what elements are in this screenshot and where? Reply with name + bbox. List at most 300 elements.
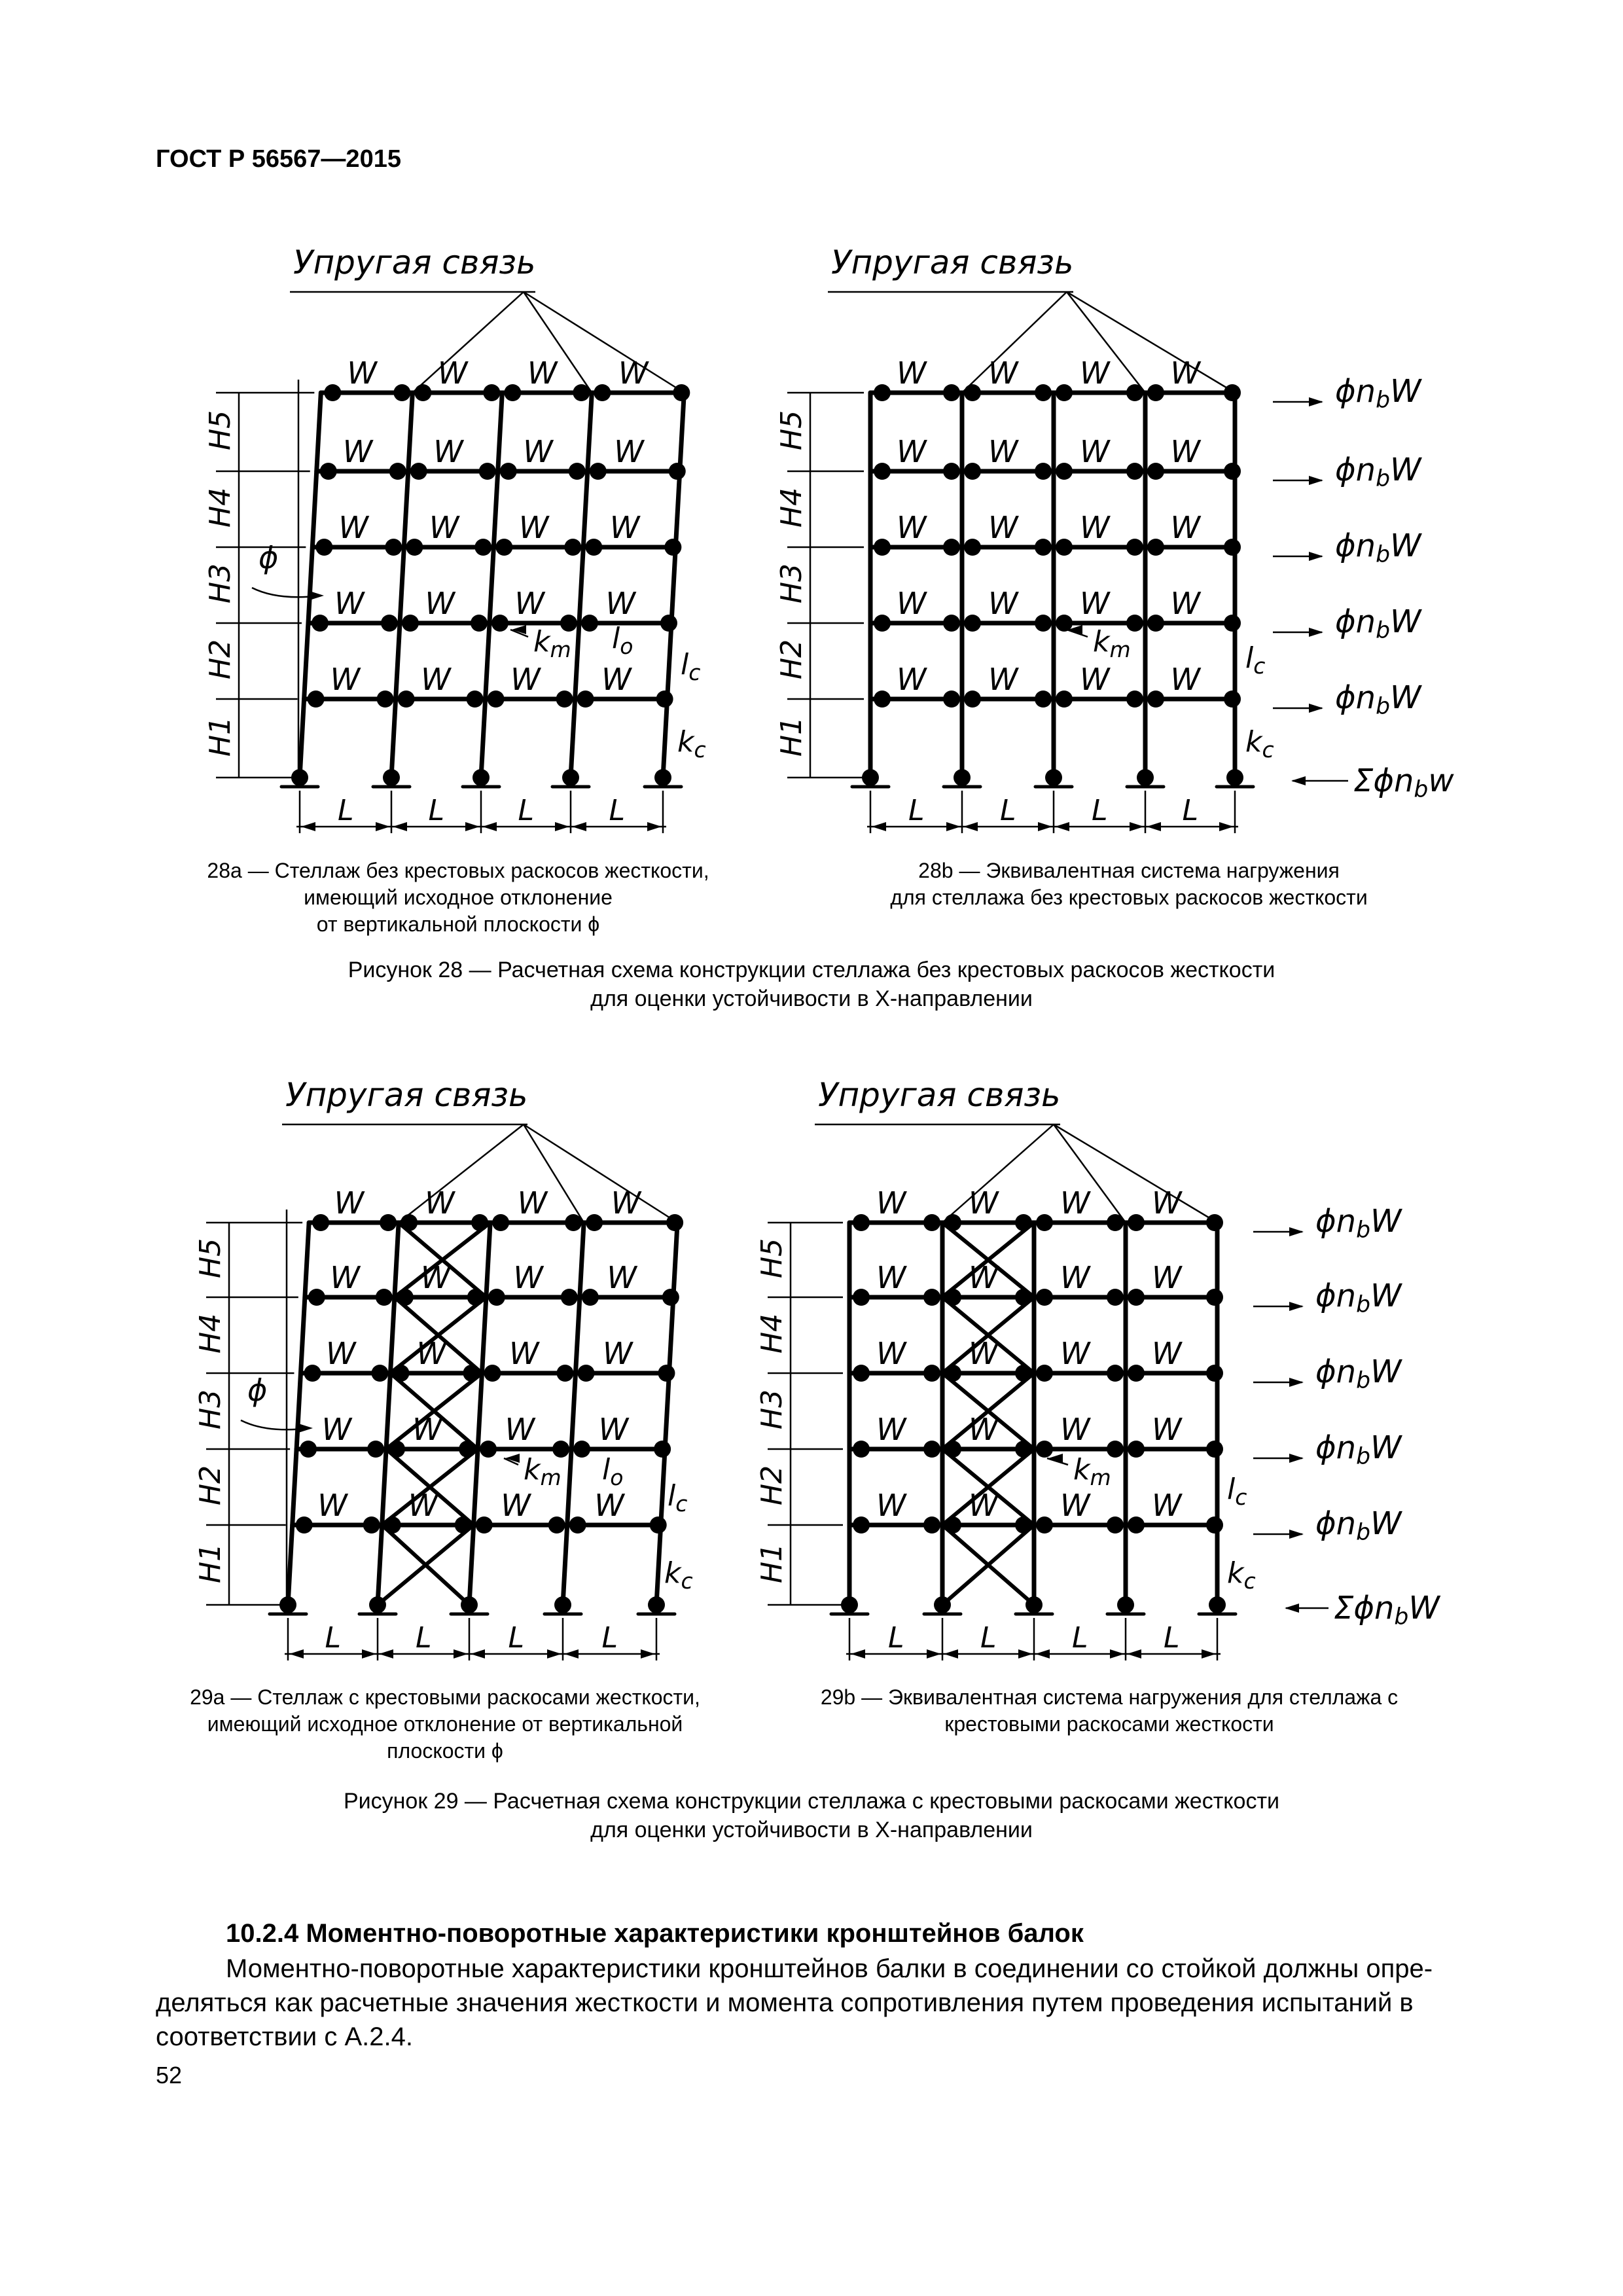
fig28b-dim-arrow	[1147, 822, 1161, 831]
fig29b-dim-arrow	[944, 1649, 958, 1659]
fig29b-load-w: W	[1152, 1336, 1182, 1371]
fig28b-node	[1147, 463, 1164, 480]
fig28b-load-w: W	[1170, 510, 1200, 545]
fig28b-node	[1224, 539, 1241, 556]
fig28b-load-w: W	[988, 434, 1018, 469]
fig28b-dim-arrow	[1130, 822, 1144, 831]
fig29b	[755, 1076, 1440, 1660]
fig28b-dim-arrow	[1038, 822, 1052, 831]
caption-28b-line2: для стеллажа без крестовых раскосов жесткости	[890, 886, 1368, 909]
fig29a-dim-arrow	[454, 1649, 468, 1659]
fig29a-load-w: W	[408, 1488, 438, 1523]
fig29a-load-w: W	[611, 1185, 641, 1221]
fig28b-force-arrow-head	[1309, 552, 1323, 561]
fig29a-node	[363, 1516, 380, 1534]
fig28a-node	[381, 615, 398, 632]
fig29b-node	[1128, 1516, 1145, 1534]
fig28a-load-w: W	[523, 434, 553, 469]
fig28a-load-w: W	[334, 586, 365, 621]
fig28b-node	[943, 384, 960, 401]
fig29a-phi-label: ϕ	[247, 1372, 268, 1408]
fig28a-dim-arrow	[301, 822, 315, 831]
caption-28a-line3: от вертикальной плоскости ϕ	[316, 912, 600, 936]
fig28a-dim-arrow	[647, 822, 662, 831]
paragraph-line3: соответствии с А.2.4.	[156, 2022, 413, 2051]
fig28a-dim-arrow	[572, 822, 586, 831]
fig29b-node	[1107, 1289, 1124, 1306]
fig28b-node	[874, 539, 891, 556]
fig28a-column-2	[391, 393, 412, 778]
fig28a-load-w: W	[433, 434, 463, 469]
fig28b-top-label: Упругая связь	[831, 243, 1074, 281]
fig29a-load-w: W	[508, 1336, 539, 1371]
fig29a-column-3	[469, 1223, 490, 1605]
fig29a	[194, 1076, 693, 1660]
fig29b-sum-force-label: ΣϕnbW	[1334, 1590, 1440, 1630]
fig29b-node	[853, 1441, 870, 1458]
fig28b-load-w: W	[897, 586, 927, 621]
fig28a-support-pin-1	[291, 769, 308, 786]
fig29a-dim-arrow	[547, 1649, 562, 1659]
fig29a-phi-arrow	[298, 1424, 313, 1433]
fig28a-node	[573, 384, 590, 401]
fig28b-span-label: L	[1182, 794, 1199, 827]
fig28a-node	[491, 615, 508, 632]
paragraph-line1: Моментно-поворотные характеристики кронштейнов балки в соединении со стойкой должны опре-	[226, 1954, 1433, 1983]
fig28a-node	[669, 463, 686, 480]
fig29b-node	[853, 1516, 870, 1534]
fig28a-height-label-H4: H4	[204, 487, 237, 528]
fig29b-node	[1206, 1214, 1223, 1231]
fig29b-node	[1015, 1441, 1032, 1458]
fig28a-kc-label: $k_c$	[677, 725, 706, 762]
fig29a-load-w: W	[416, 1336, 446, 1371]
fig29b-node	[1128, 1441, 1145, 1458]
fig28a-dim-arrow	[482, 822, 497, 831]
fig29b-load-w: W	[876, 1412, 906, 1447]
fig28a-load-w: W	[510, 662, 541, 697]
fig28a-load-w: W	[514, 586, 544, 621]
fig29b-node	[1206, 1289, 1223, 1306]
fig29b-load-w: W	[876, 1488, 906, 1523]
fig28b-node	[1224, 691, 1241, 708]
fig29a-node	[561, 1289, 578, 1306]
fig28a-load-w: W	[421, 662, 451, 697]
fig29a-node	[573, 1441, 590, 1458]
fig28b-load-w: W	[897, 662, 927, 697]
fig29a-node	[492, 1214, 509, 1231]
fig29b-height-label-H3: H3	[755, 1389, 789, 1429]
fig28b-load-w: W	[1170, 662, 1200, 697]
fig28a-height-label-H5: H5	[204, 410, 237, 450]
fig29b-span-label: L	[888, 1621, 904, 1655]
fig29b-dim-arrow	[1110, 1649, 1124, 1659]
fig29b-node	[853, 1214, 870, 1231]
fig28b-node	[1035, 539, 1052, 556]
fig28a-node	[414, 384, 431, 401]
fig28a-node	[656, 691, 673, 708]
fig29b-node	[1015, 1214, 1032, 1231]
fig29b-node	[853, 1365, 870, 1382]
fig28a-height-label-H2: H2	[204, 639, 237, 679]
fig28a-node	[556, 691, 573, 708]
fig29b-span-label: L	[980, 1621, 997, 1655]
fig28a-span-label: L	[338, 794, 354, 827]
caption-28b-line1: 28b — Эквивалентная система нагружения	[918, 859, 1340, 882]
fig29b-kc-label: $k_c$	[1227, 1556, 1256, 1594]
fig29b-load-w: W	[1152, 1185, 1182, 1221]
fig28b-load-w: W	[1170, 434, 1200, 469]
fig29a-node	[308, 1289, 325, 1306]
fig29a-node	[480, 1441, 497, 1458]
fig28b-load-w: W	[1080, 434, 1110, 469]
fig28b-node	[874, 384, 891, 401]
fig29b-force-arrow-head	[1289, 1302, 1304, 1311]
fig28a-load-w: W	[425, 586, 455, 621]
fig29b-node	[1107, 1365, 1124, 1382]
fig29a-node	[484, 1365, 501, 1382]
fig28a-node	[594, 384, 611, 401]
fig29a-node	[401, 1214, 418, 1231]
fig29b-span-label: L	[1164, 1621, 1180, 1655]
fig29a-span-label: L	[508, 1621, 525, 1655]
fig28a-height-label-H1: H1	[204, 716, 237, 757]
fig29b-load-w: W	[1060, 1412, 1090, 1447]
fig29a-dim-arrow	[471, 1649, 485, 1659]
fig28a-column-1	[300, 393, 321, 778]
fig28b-node	[1126, 539, 1143, 556]
fig29b-node	[1015, 1289, 1032, 1306]
fig29a-node	[392, 1365, 409, 1382]
fig28a-load-w: W	[614, 434, 644, 469]
fig28b-dim-arrow	[1219, 822, 1234, 831]
fig28b-load-w: W	[988, 510, 1018, 545]
fig29a-km-label: $k_m$	[524, 1453, 562, 1490]
fig28b-force-arrow-head	[1309, 397, 1323, 406]
standard-header: ГОСТ Р 56567—2015	[156, 145, 401, 173]
fig28a-column-4	[571, 393, 592, 778]
fig28b-load-w: W	[1080, 355, 1110, 391]
fig28b-height-label-H3: H3	[775, 563, 808, 603]
fig28b-height-label-H4: H4	[775, 487, 808, 528]
fig29a-load-w: W	[325, 1336, 356, 1371]
fig28b-node	[1147, 691, 1164, 708]
fig29b-support-pin-2	[934, 1596, 951, 1613]
fig28b-node	[1147, 615, 1164, 632]
fig28b-support-pin-3	[1045, 769, 1062, 786]
fig29a-lc-label: $l_c$	[668, 1479, 688, 1516]
fig29b-support-pin-4	[1117, 1596, 1134, 1613]
fig29a-node	[565, 1214, 582, 1231]
fig28b-span-label: L	[1000, 794, 1016, 827]
fig28b-node	[1056, 463, 1073, 480]
fig28b-load-w: W	[1080, 586, 1110, 621]
fig28b-dim-arrow	[1055, 822, 1069, 831]
figure-28-title-line1: Рисунок 28 — Расчетная схема конструкции стеллажа без крестовых раскосов жесткости	[348, 958, 1275, 982]
fig29a-top-label: Упругая связь	[285, 1076, 528, 1114]
fig29a-node	[459, 1441, 476, 1458]
fig28a-load-w: W	[342, 434, 373, 469]
fig29a-node	[304, 1365, 321, 1382]
fig29b-height-label-H2: H2	[755, 1465, 789, 1505]
fig28a-load-w: W	[601, 662, 632, 697]
fig29b-load-w: W	[969, 1336, 999, 1371]
fig28b-load-w: W	[988, 586, 1018, 621]
caption-29a	[157, 1684, 733, 1765]
fig29b-support-pin-1	[841, 1596, 858, 1613]
fig29b-node	[1036, 1214, 1053, 1231]
fig28a-support-pin-2	[383, 769, 400, 786]
fig29b-node	[923, 1516, 940, 1534]
fig29a-node	[662, 1289, 679, 1306]
fig28a-node	[564, 539, 581, 556]
fig28a-dim-arrow	[555, 822, 569, 831]
fig28a-dim-arrow	[393, 822, 407, 831]
fig29b-node	[1107, 1214, 1124, 1231]
fig29b-sum-force-head	[1285, 1604, 1299, 1613]
fig29b-force-arrow-head	[1289, 1227, 1304, 1236]
fig29a-node	[455, 1516, 472, 1534]
fig28a-load-w: W	[429, 510, 459, 545]
fig29a-node	[376, 1289, 393, 1306]
fig29a-dim-arrow	[362, 1649, 376, 1659]
fig28a-node	[393, 384, 410, 401]
fig28a-span-label: L	[518, 794, 535, 827]
fig28a-support-pin-3	[473, 769, 490, 786]
fig28b-km-label: $k_m$	[1093, 625, 1131, 662]
fig28b-node	[1035, 615, 1052, 632]
fig29a-column-5	[656, 1223, 677, 1605]
fig29a-node	[582, 1289, 599, 1306]
fig28b-support-pin-2	[954, 769, 971, 786]
fig28b-node	[964, 539, 981, 556]
fig29b-node	[1128, 1289, 1145, 1306]
fig28a-load-w: W	[605, 586, 635, 621]
caption-29b	[766, 1684, 1453, 1738]
fig28b-height-label-H2: H2	[775, 639, 808, 679]
paragraph-line2: деляться как расчетные значения жесткости и момента сопротивления путем проведения испытаний в	[156, 1988, 1414, 2017]
fig29b-node	[944, 1441, 961, 1458]
fig28b-support-pin-5	[1226, 769, 1243, 786]
fig28a-load-w: W	[437, 355, 468, 391]
fig28a-column-5	[663, 393, 684, 778]
fig28a-node	[479, 463, 496, 480]
fig29a-node	[488, 1289, 505, 1306]
fig29a-load-w: W	[321, 1412, 352, 1447]
fig29b-force-label: ϕnbW	[1315, 1354, 1402, 1394]
fig29b-node	[1107, 1516, 1124, 1534]
fig29b-support-pin-3	[1026, 1596, 1043, 1613]
fig29a-dim-arrow	[379, 1649, 393, 1659]
figure-29-title-line2: для оценки устойчивости в X-направлении	[590, 1818, 1033, 1842]
fig28a-node	[500, 463, 517, 480]
fig29b-node	[1206, 1441, 1223, 1458]
fig29b-load-w: W	[1152, 1412, 1182, 1447]
fig29b-height-label-H1: H1	[755, 1543, 789, 1583]
fig28a-dim-arrow	[465, 822, 480, 831]
fig28a-node	[581, 615, 598, 632]
fig29b-node	[923, 1289, 940, 1306]
fig28a-load-w: W	[527, 355, 558, 391]
fig28a-height-label-H3: H3	[204, 563, 237, 603]
fig29a-node	[548, 1516, 565, 1534]
fig28b-dim-arrow	[946, 822, 961, 831]
fig29a-load-w: W	[594, 1488, 624, 1523]
fig29b-load-w: W	[969, 1488, 999, 1523]
fig29a-node	[654, 1441, 671, 1458]
fig29b-node	[923, 1441, 940, 1458]
fig29b-load-w: W	[1060, 1185, 1090, 1221]
fig29a-load-w: W	[420, 1260, 451, 1295]
fig28a-node	[664, 539, 681, 556]
fig28a-node	[406, 539, 423, 556]
fig28b-load-w: W	[1170, 586, 1200, 621]
fig28b-node	[943, 691, 960, 708]
fig29a-column-1	[288, 1223, 309, 1605]
fig28b-node	[1147, 539, 1164, 556]
fig28a-node	[324, 384, 341, 401]
fig29a-column-2	[378, 1223, 399, 1605]
fig28b-node	[1035, 463, 1052, 480]
caption-29b-line2: крестовыми раскосами жесткости	[944, 1712, 1274, 1736]
fig29b-km-label: $k_m$	[1073, 1453, 1111, 1490]
fig29a-load-w: W	[602, 1336, 633, 1371]
fig29a-node	[312, 1214, 329, 1231]
fig29a-load-w: W	[513, 1260, 543, 1295]
fig28b-lc-label: $l_c$	[1245, 641, 1266, 679]
fig28b-node	[1224, 384, 1241, 401]
fig29b-load-w: W	[1152, 1260, 1182, 1295]
fig28b-load-w: W	[1080, 510, 1110, 545]
fig29b-force-arrow-head	[1289, 1378, 1304, 1387]
fig29b-load-w: W	[1060, 1336, 1090, 1371]
fig28a-column-3	[481, 393, 502, 778]
fig28b-support-pin-1	[862, 769, 879, 786]
fig28b-node	[943, 615, 960, 632]
fig29b-lc-label: $l_c$	[1227, 1473, 1247, 1510]
fig29b-node	[944, 1516, 961, 1534]
fig28b-node	[1224, 615, 1241, 632]
fig28b-height-label-H5: H5	[775, 410, 808, 450]
fig28b-node	[1056, 539, 1073, 556]
fig28a-node	[560, 615, 577, 632]
fig29b-node	[923, 1214, 940, 1231]
fig29b-support-pin-5	[1209, 1596, 1226, 1613]
caption-29a-line3: плоскости ϕ	[387, 1739, 503, 1763]
fig29a-node	[577, 1365, 594, 1382]
fig28b-load-w: W	[988, 662, 1018, 697]
fig29a-height-label-H3: H3	[194, 1389, 227, 1429]
fig28b-node	[1126, 463, 1143, 480]
fig29b-load-w: W	[969, 1412, 999, 1447]
fig28a-node	[577, 691, 594, 708]
fig29b-node	[1036, 1441, 1053, 1458]
fig28a-node	[410, 463, 427, 480]
fig28a-node	[389, 463, 406, 480]
fig29b-node	[1128, 1365, 1145, 1382]
fig28b-load-w: W	[897, 355, 927, 391]
caption-29a-line1: 29a — Стеллаж с крестовыми раскосами жесткости,	[190, 1685, 700, 1709]
fig29b-node	[944, 1365, 961, 1382]
fig29a-node	[650, 1516, 667, 1534]
fig29b-node	[1036, 1516, 1053, 1534]
fig29a-node	[463, 1365, 480, 1382]
fig28a-node	[569, 463, 586, 480]
fig29a-kc-label: $k_c$	[664, 1556, 693, 1594]
fig28a-phi-arrow	[310, 591, 324, 600]
figure-29-title-line1: Рисунок 29 — Расчетная схема конструкции стеллажа с крестовыми раскосами жесткости	[343, 1789, 1280, 1814]
fig29b-node	[923, 1365, 940, 1382]
fig29a-column-4	[563, 1223, 584, 1605]
fig28a-node	[471, 615, 488, 632]
fig28b-node	[874, 691, 891, 708]
fig28b-kc-label: $k_c$	[1245, 725, 1274, 762]
fig29a-node	[586, 1214, 603, 1231]
fig28b-dim-arrow	[963, 822, 978, 831]
section-heading: 10.2.4 Моментно-поворотные характеристики кронштейнов балок	[226, 1919, 1084, 1948]
fig29b-load-w: W	[876, 1185, 906, 1221]
fig29a-node	[556, 1365, 573, 1382]
fig28b-node	[1056, 691, 1073, 708]
fig28b-span-label: L	[1092, 794, 1108, 827]
fig29b-force-label: ϕnbW	[1315, 1278, 1402, 1318]
fig29b-load-w: W	[1060, 1260, 1090, 1295]
fig28b-force-arrow-head	[1309, 704, 1323, 713]
fig28b-force-label: ϕnbW	[1335, 528, 1421, 568]
fig28a-node	[483, 384, 500, 401]
fig28a-node	[402, 615, 419, 632]
caption-28a-line1: 28a — Стеллаж без крестовых раскосов жесткости,	[207, 859, 709, 882]
fig29b-node	[944, 1214, 961, 1231]
fig29a-load-w: W	[412, 1412, 442, 1447]
caption-28b	[825, 857, 1433, 911]
fig28a-load-w: W	[338, 510, 368, 545]
fig28a-lc-label: $l_c$	[681, 648, 701, 685]
fig28a-load-w: W	[518, 510, 549, 545]
fig28b-force-label: ϕnbW	[1335, 373, 1421, 414]
figure-28-title-line2: для оценки устойчивости в X-направлении	[590, 986, 1033, 1011]
fig29a-node	[388, 1441, 405, 1458]
fig28b-node	[943, 539, 960, 556]
fig28a-node	[377, 691, 394, 708]
fig29a-node	[467, 1289, 484, 1306]
fig29b-force-arrow-head	[1289, 1530, 1304, 1539]
fig28b-span-label: L	[908, 794, 925, 827]
fig28b-sum-force-head	[1291, 776, 1306, 785]
fig29a-load-w: W	[517, 1185, 548, 1221]
fig29b-force-label: ϕnbW	[1315, 1203, 1402, 1244]
fig28b-load-w: W	[988, 355, 1018, 391]
fig28b-node	[1056, 384, 1073, 401]
caption-28a	[170, 857, 746, 938]
fig29b-dim-arrow	[1035, 1649, 1050, 1659]
fig29b-force-arrow-head	[1289, 1454, 1304, 1463]
fig28a-load-w: W	[347, 355, 377, 391]
fig29a-height-label-H4: H4	[194, 1313, 227, 1354]
fig28b-load-w: W	[897, 434, 927, 469]
fig29a-support-pin-5	[648, 1596, 665, 1613]
caption-29b-line1: 29b — Эквивалентная система нагружения для стеллажа с	[820, 1685, 1399, 1709]
fig28a-node	[315, 539, 332, 556]
fig28a-load-w: W	[609, 510, 640, 545]
fig28b-node	[964, 691, 981, 708]
caption-28a-line2: имеющий исходное отклонение	[304, 886, 613, 909]
fig29a-height-label-H2: H2	[194, 1465, 227, 1505]
fig28b-force-label: ϕnbW	[1335, 603, 1421, 644]
fig29a-node	[397, 1289, 414, 1306]
fig29a-brace-b-1	[382, 1525, 469, 1605]
fig29b-dim-arrow	[1018, 1649, 1033, 1659]
